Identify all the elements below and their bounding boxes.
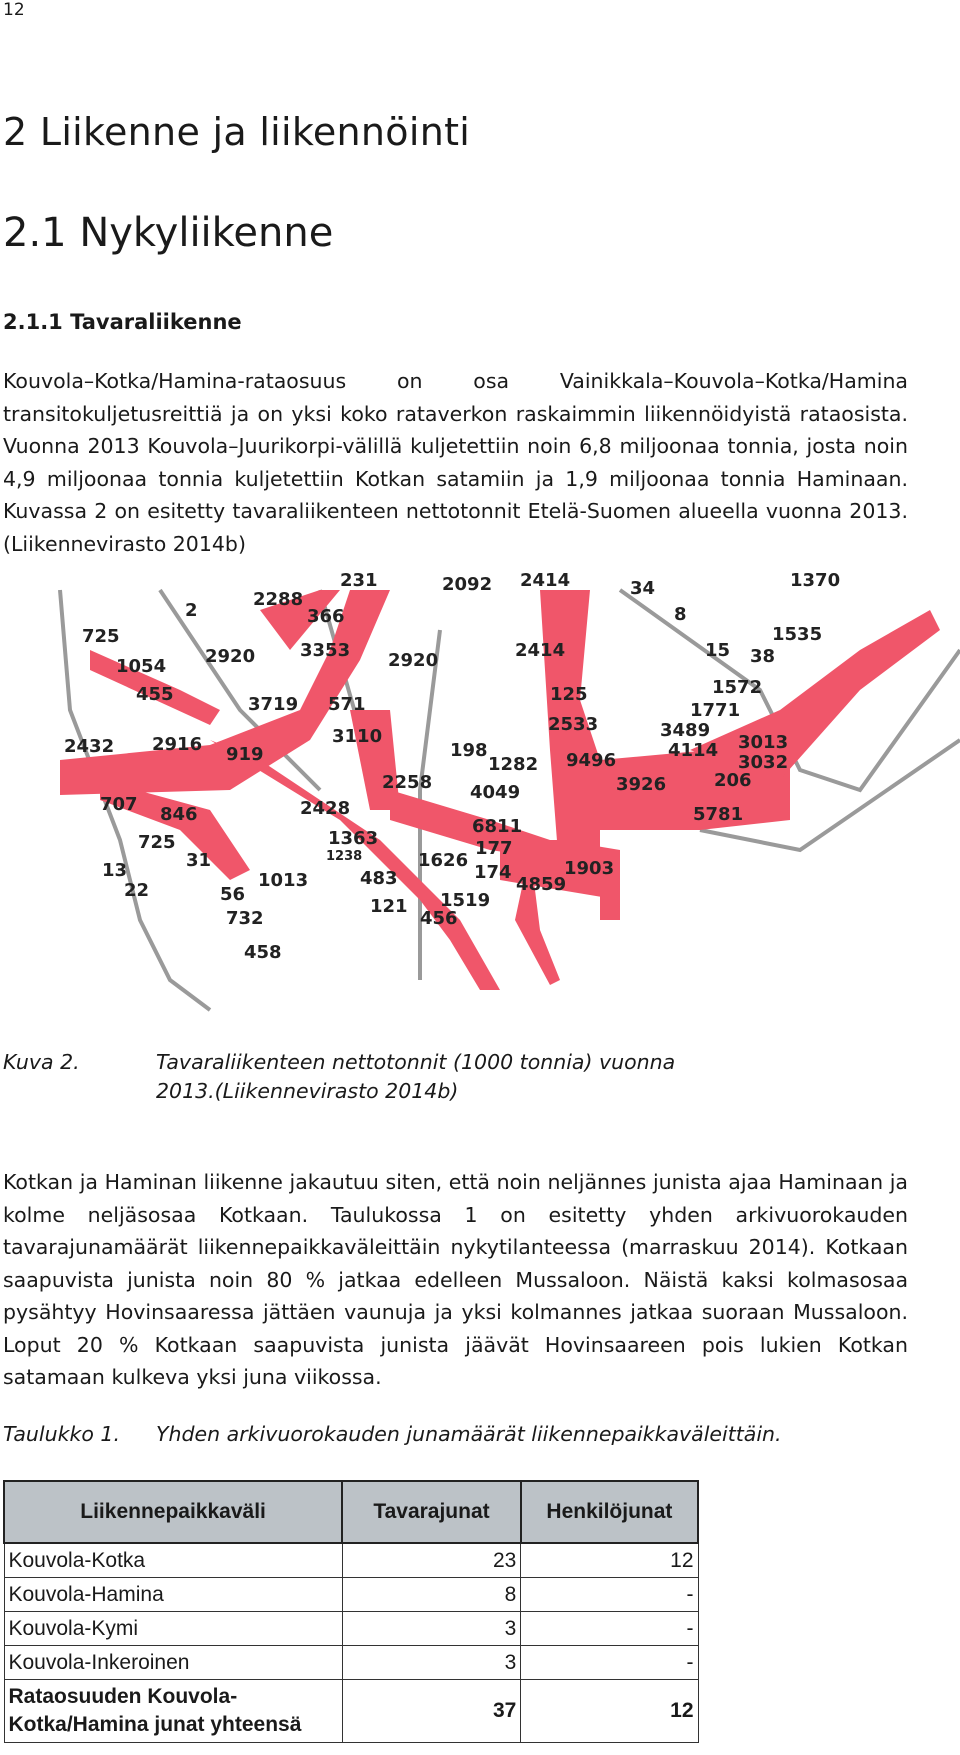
map-label: 2920 (205, 646, 256, 667)
map-label: 2916 (152, 734, 203, 755)
table-row (4, 1578, 698, 1612)
map-label: 13 (102, 860, 128, 881)
map-label: 3013 (738, 732, 789, 753)
table-cell: - (521, 1578, 698, 1612)
intro-paragraph: Kouvola–Kotka/Hamina-rataosuus on osa Vainikkala–Kouvola–Kotka/Hamina transitokuljetusreittiä ja on yksi koko rataverkon raskaimmin liikennöidyistä rataosista. Vuonna 2013 Kouvola–Juurikorpi-välillä kuljetettiin noin 6,8 miljoonaa tonnia, josta noin 4,9 miljoonaa tonnia kuljetettiin Kotkan satamiin ja 1,9 miljoonaa tonnia Haminaan. Kuvassa 2 on esitetty tavaraliikenteen nettotonnit Etelä-Suomen alueella vuonna 2013. (Liikennevirasto 2014b) (3, 369, 908, 556)
map-label: 725 (82, 626, 120, 647)
map-label: 732 (226, 908, 264, 929)
map-label: 571 (328, 694, 366, 715)
table-cell: 12 (521, 1680, 698, 1743)
table-row (4, 1646, 698, 1680)
table-row (4, 1543, 698, 1578)
map-label: 8 (674, 604, 687, 625)
table-cell: 37 (342, 1680, 521, 1743)
map-label: 1535 (772, 624, 823, 645)
table-cell: - (521, 1646, 698, 1680)
map-label: 1572 (712, 677, 763, 698)
map-label: 1370 (790, 570, 841, 591)
map-label: 455 (136, 684, 174, 705)
map-label: 206 (714, 770, 752, 791)
table-total-row (4, 1680, 698, 1743)
column-header: Henkilöjunat (521, 1481, 698, 1543)
map-label: 4114 (668, 740, 719, 761)
figure-caption-line2: 2013.(Liikennevirasto 2014b) (156, 1079, 459, 1103)
map-label: 22 (124, 880, 150, 901)
train-count-table (3, 1480, 699, 1743)
map-label: 31 (186, 850, 212, 871)
map-label: 177 (475, 838, 513, 859)
map-label: 174 (474, 862, 512, 883)
map-label: 3926 (616, 774, 667, 795)
map-label: 121 (370, 896, 408, 917)
map-label: 3719 (248, 694, 299, 715)
heading-level2: 2.1 Nykyliikenne (3, 210, 334, 256)
map-label: 483 (360, 868, 398, 889)
map-label: 707 (100, 794, 138, 815)
map-label: 231 (340, 570, 378, 591)
map-label: 2533 (548, 714, 599, 735)
page-number: 12 (3, 0, 25, 20)
map-label: 2288 (253, 589, 304, 610)
table-cell: 8 (342, 1578, 521, 1612)
map-label: 725 (138, 832, 176, 853)
map-label: 9496 (566, 750, 617, 771)
map-label: 2258 (382, 772, 433, 793)
column-header: Liikennepaikkaväli (4, 1481, 342, 1543)
table-cell: 23 (342, 1543, 521, 1578)
map-label: 1363 (328, 828, 379, 849)
map-label: 2428 (300, 798, 351, 819)
map-label: 3353 (300, 640, 351, 661)
map-label: 1771 (690, 700, 741, 721)
map-label: 1054 (116, 656, 167, 677)
table-cell: 12 (521, 1543, 698, 1578)
map-label: 1282 (488, 754, 539, 775)
map-label: 198 (450, 740, 488, 761)
map-label: 56 (220, 884, 246, 905)
heading-level3: 2.1.1 Tavaraliikenne (3, 310, 242, 334)
map-label: 4859 (516, 874, 567, 895)
freight-flow-map (60, 570, 960, 1010)
map-label: 2092 (442, 574, 493, 595)
map-label: 1238 (326, 849, 363, 864)
map-label: 919 (226, 744, 264, 765)
map-label: 6811 (472, 816, 523, 837)
map-label: 2432 (64, 736, 115, 757)
table-cell: 3 (342, 1646, 521, 1680)
map-label: 1013 (258, 870, 309, 891)
heading-level1: 2 Liikenne ja liikennöinti (3, 110, 471, 154)
map-label: 15 (705, 640, 731, 661)
map-label: 1519 (440, 890, 491, 911)
table-cell: Kouvola-Hamina (4, 1578, 342, 1612)
map-label: 5781 (693, 804, 744, 825)
map-label: 2414 (515, 640, 566, 661)
map-label: 2414 (520, 570, 571, 591)
table-cell: Rataosuuden Kouvola-Kotka/Hamina junat yhteensä (4, 1680, 342, 1743)
body-paragraph: Kotkan ja Haminan liikenne jakautuu siten, että noin neljännes junista ajaa Haminaan ja kolme neljäsosaa Kotkaan. Taulukossa 1 on esitetty yhden arkivuorokauden tavarajunamäärät liikennepaikkaväleittäin nykytilanteessa (marraskuu 2014). Kotkaan saapuvista junista noin 80 % jatkaa edelleen Mussaloon. Näistä kaksi kolmasosaa pysähtyy Hovinsaaressa jättäen vaunuja ja yksi kolmannes jatkaa suoraan Mussaloon. Loput 20 % Kotkaan saapuvista junista jäävät Hovinsaareen pois lukien Kotkan satamaan kulkeva yksi juna viikossa. (3, 1170, 908, 1389)
table-cell: Kouvola-Kotka (4, 1543, 342, 1578)
map-label: 4049 (470, 782, 521, 803)
map-label: 2 (185, 600, 198, 621)
table-label: Taulukko 1. (3, 1422, 120, 1446)
map-label: 2920 (388, 650, 439, 671)
map-label: 1903 (564, 858, 615, 879)
table-row (4, 1612, 698, 1646)
map-label: 34 (630, 578, 656, 599)
map-label: 458 (244, 942, 282, 963)
figure-caption-line1: Tavaraliikenteen nettotonnit (1000 tonnia) vuonna (156, 1050, 676, 1074)
map-label: 366 (307, 606, 345, 627)
map-label: 846 (160, 804, 198, 825)
map-label: 1626 (418, 850, 469, 871)
table-cell: 3 (342, 1612, 521, 1646)
map-label: 38 (750, 646, 776, 667)
map-label: 3489 (660, 720, 711, 741)
map-label: 3032 (738, 752, 789, 773)
column-header: Tavarajunat (342, 1481, 521, 1543)
table-cell: Kouvola-Inkeroinen (4, 1646, 342, 1680)
table-caption: Yhden arkivuorokauden junamäärät liikennepaikkaväleittäin. (156, 1422, 782, 1446)
table-cell: Kouvola-Kymi (4, 1612, 342, 1646)
map-label: 3110 (332, 726, 383, 747)
map-label: 125 (550, 684, 588, 705)
map-label: 456 (420, 908, 458, 929)
figure-label: Kuva 2. (3, 1050, 80, 1074)
table-cell: - (521, 1612, 698, 1646)
